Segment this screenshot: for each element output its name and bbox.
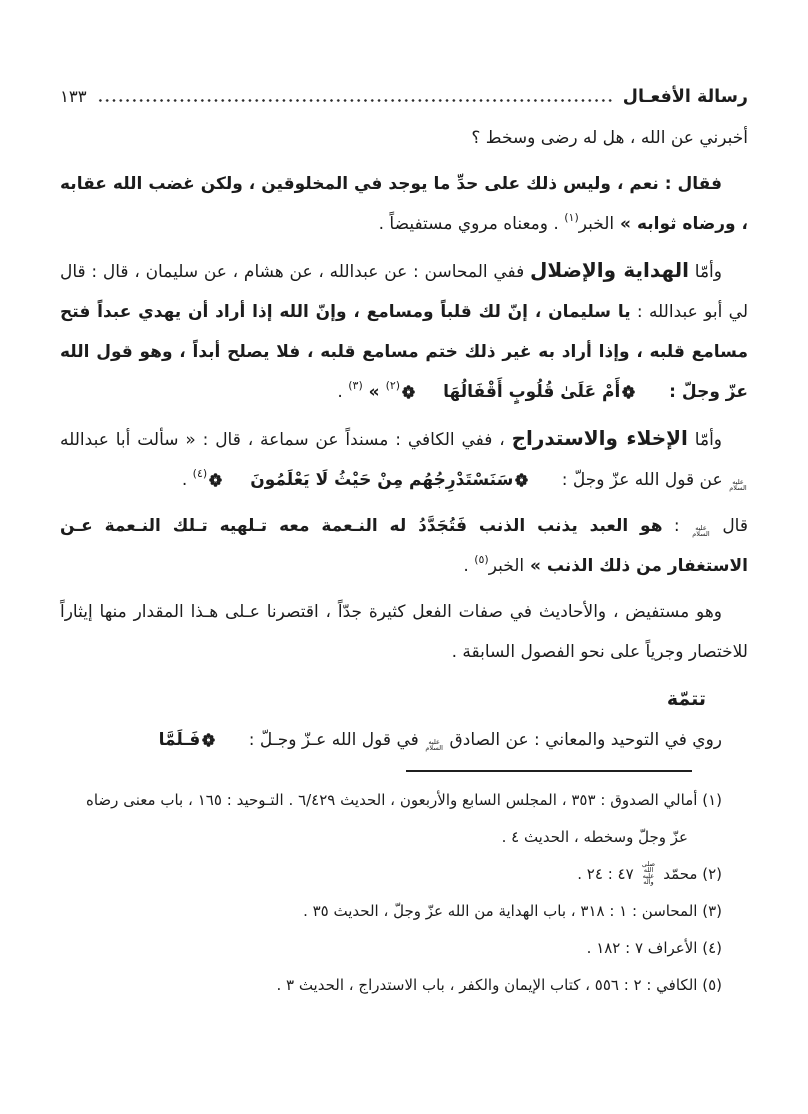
footnotes — [60, 770, 748, 1004]
text-run: ففي المحاسن : عن عبدالله ، عن هشام ، عن سليمان ، قال : قال لي أبو عبدالله : — [60, 262, 748, 322]
footnote — [86, 856, 722, 893]
text-run: هو العبد يذنب الذنب فَتُجَدَّدُ له النـعمة معه تـلهيه تـلك النـعمة عـن الاستغفار من ذلك الذنب » — [60, 516, 748, 576]
body-text — [60, 118, 748, 760]
footnote — [86, 893, 722, 930]
footnote-ref: (٤) — [192, 467, 208, 480]
footnote — [86, 930, 722, 967]
text-run: : — [662, 516, 691, 536]
honorific-mark: عليه السلام — [729, 478, 747, 492]
text-run: قال — [710, 516, 748, 536]
quran-bracket-close-icon — [402, 385, 441, 399]
text-run: » — [362, 382, 386, 402]
footnote-ref: (٥) — [474, 553, 489, 566]
paragraph — [60, 418, 748, 500]
quran-bracket-close-icon — [209, 473, 248, 487]
text-run: ٤٧ : ٢٤ . — [577, 865, 639, 883]
footnote-ref: (٣) — [348, 379, 363, 392]
text-run: وأمّا — [689, 262, 722, 282]
text-run: (٤) الأعراف ٧ : ١٨٢ . — [586, 939, 722, 957]
text-run: في قول الله عـزّ وجـلّ : — [243, 730, 425, 750]
paragraph — [60, 720, 748, 760]
text-run: وأمّا — [687, 430, 722, 450]
text-run: (٥) الكافي : ٢ : ٥٥٦ ، كتاب الإيمان والكفر ، باب الاستدراج ، الحديث ٣ . — [276, 976, 722, 994]
text-run: الخبر — [488, 556, 525, 576]
text-run: . — [463, 556, 475, 576]
text-run: (١) أمالي الصدوق : ٣٥٣ ، المجلس السابع والأربعون ، الحديث ٦/٤٢٩ . التـوحيد : ١٦٥ ، باب معنى رضاه عزّ وجلّ وسخطه ، الحديث ٤ . — [86, 791, 722, 846]
text-run: ، ففي الكافي : مسنداً عن سماعة ، قال : « سألت أبا عبدالله — [60, 430, 512, 450]
section-name: الهداية والإضلال — [530, 258, 690, 282]
quran-bracket-open-icon — [622, 385, 661, 399]
text-run: (٢) محمّد — [658, 865, 722, 883]
running-head — [60, 84, 748, 110]
text-run: . ومعناه مروي مستفيضاً . — [378, 214, 565, 234]
quran-verse: سَنَسْتَدْرِجُهُم مِنْ حَيْثُ لَا يَعْلَمُونَ — [250, 470, 514, 490]
text-run: يا سليمان ، إنّ لك قلباً ومسامع ، وإنّ الله إذا أراد أن يهدي عبداً فتح مسامع قلبه ، وإذا أراد به غير ذلك ختم مسامع قلبه ، فلا يصلح أبداً ، وهو قول الله عزّ وجلّ : — [60, 302, 748, 402]
text-run: . — [337, 382, 349, 402]
section-heading: تتمّة — [666, 688, 706, 710]
text-run: أخبرني عن الله ، هل له رضى وسخط ؟ — [471, 128, 748, 148]
text-run: . — [181, 470, 193, 490]
paragraph — [60, 250, 748, 412]
footnote-ref: (١) — [564, 211, 579, 224]
paragraph — [60, 506, 748, 586]
section-name: الإخلاء والاستدراج — [511, 426, 688, 450]
quran-bracket-open-icon — [202, 733, 241, 747]
honorific-mark: عليه السلام — [425, 738, 443, 752]
footnote-separator — [406, 770, 692, 772]
honorific-mark: صلى الله عليه وآله — [641, 860, 655, 886]
paragraph — [60, 118, 748, 158]
quran-verse: أَمْ عَلَىٰ قُلُوبٍ أَقْفَالُهَا — [443, 382, 621, 402]
text-run: وهو مستفيض ، والأحاديث في صفات الفعل كثيرة جدّاً ، اقتصرنا عـلى هـذا المقدار منها إيثاراً للاختصار وجرياً على نحو الفصول السابقة . — [60, 602, 748, 662]
honorific-mark: عليه السلام — [692, 524, 710, 538]
paragraph — [60, 164, 748, 244]
book-title: رسالة الأفعـال — [622, 87, 748, 107]
text-run: فقال : نعم ، وليس ذلك على حدِّ ما يوجد في المخلوقين ، ولكن غضب الله عقابه ، ورضاه ثوابه » — [60, 174, 748, 234]
paragraph — [60, 592, 748, 672]
quran-bracket-open-icon — [515, 473, 554, 487]
footnote — [86, 782, 722, 856]
footnote — [86, 967, 722, 1004]
text-run: الخبر — [578, 214, 615, 234]
footnote-ref: (٢) — [385, 379, 401, 392]
text-run: روي في التوحيد والمعاني : عن الصادق — [444, 730, 722, 750]
quran-verse: فَـلَمَّا — [158, 730, 201, 750]
page-number: ١٣٣ — [60, 87, 87, 106]
text-run: عن قول الله عزّ وجلّ : — [556, 470, 728, 490]
dotted-leader — [97, 98, 613, 103]
text-run: (٣) المحاسن : ١ : ٣١٨ ، باب الهداية من الله عزّ وجلّ ، الحديث ٣٥ . — [303, 902, 722, 920]
